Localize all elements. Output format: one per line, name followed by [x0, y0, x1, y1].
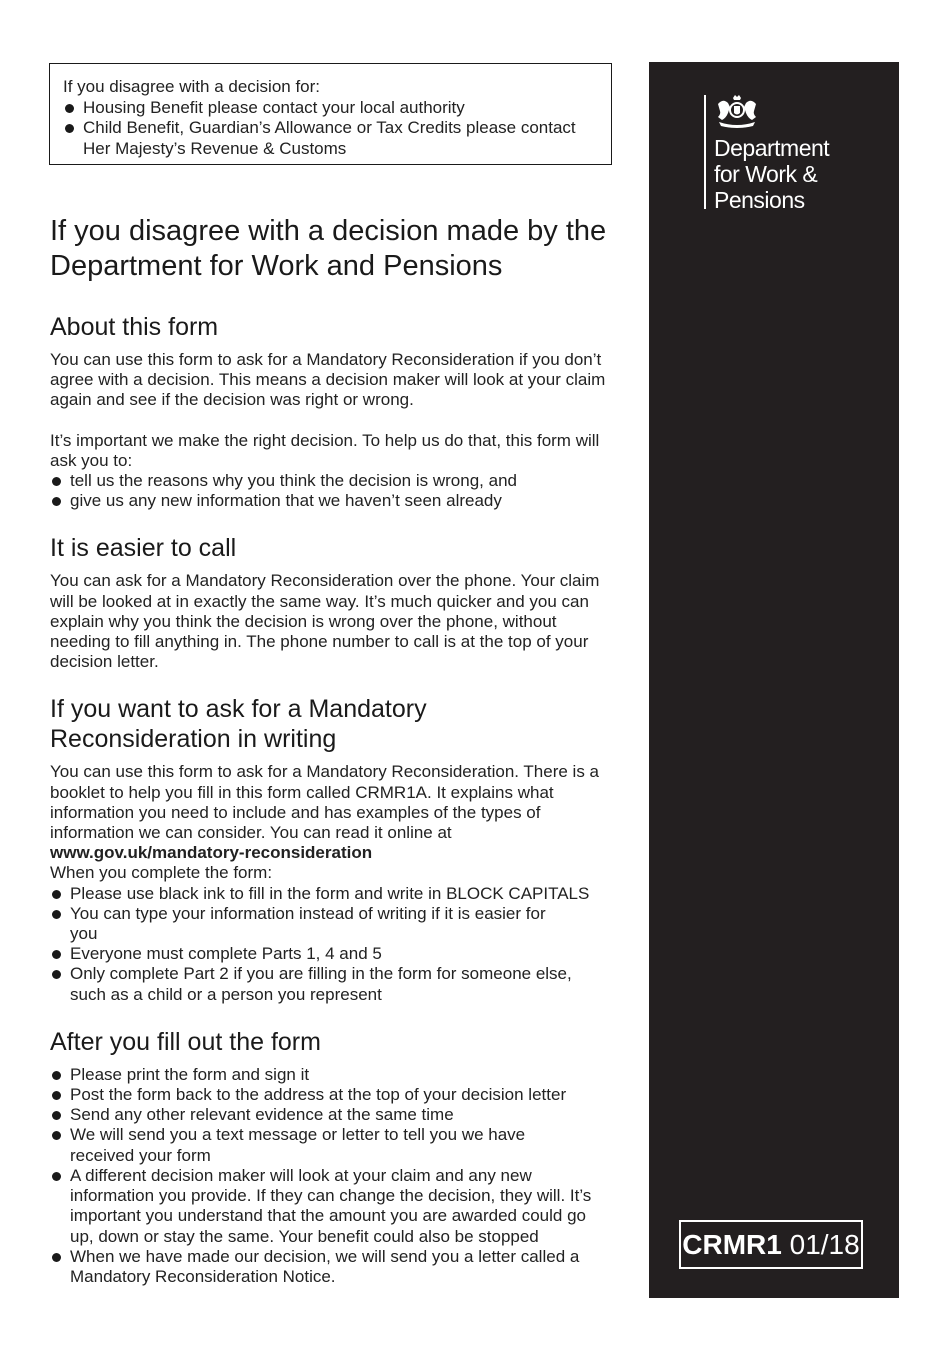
dwp-sidebar — [649, 62, 899, 1298]
brand-divider — [704, 95, 706, 209]
mandatory-reconsideration-link[interactable]: www.gov.uk/mandatory-reconsideration — [50, 843, 373, 863]
brand-line: Department — [714, 135, 830, 161]
about-paragraph-2: It’s important we make the right decision. To help us do that, this form will ask you to: — [50, 430, 600, 470]
brand-line: Pensions — [714, 187, 805, 213]
list-item: give us any new information that we haven’t seen already — [50, 491, 610, 511]
writing-paragraph-1: You can use this form to ask for a Mandatory Reconsideration. There is a booklet to help you fill in this form called CRMR1A. It explains what information you need to include and has examples of the types of information we can consider. You can read it online at — [50, 762, 600, 843]
notice-list — [63, 98, 611, 160]
list-item: We will send you a text message or letter to tell you we have received your form — [50, 1125, 560, 1165]
writing-paragraph-2: When you complete the form: — [50, 863, 273, 883]
dwp-logo-text — [714, 135, 829, 213]
about-paragraph-1: You can use this form to ask for a Mandatory Reconsideration if you don’t agree with a decision. This means a decision maker will look at your claim again and see if the decision was right or wrong. — [50, 350, 606, 410]
list-item: Child Benefit, Guardian’s Allowance or Tax Credits please contact Her Majesty’s Revenue & Customs — [63, 118, 593, 159]
list-item: Please use black ink to fill in the form and write in BLOCK CAPITALS — [50, 884, 610, 904]
list-item: Only complete Part 2 if you are filling in the form for someone else, such as a child or a person you represent — [50, 964, 606, 1004]
list-item: tell us the reasons why you think the decision is wrong, and — [50, 471, 610, 491]
list-item: When we have made our decision, we will send you a letter called a Mandatory Reconsideration Notice. — [50, 1247, 610, 1287]
royal-coat-of-arms-icon — [713, 94, 761, 130]
notice-intro: If you disagree with a decision for: — [63, 77, 321, 96]
other-benefits-notice — [49, 63, 612, 165]
page-title: If you disagree with a decision made by the Department for Work and Pensions — [50, 215, 607, 282]
call-heading: It is easier to call — [50, 534, 237, 563]
after-list — [50, 1065, 610, 1287]
about-heading: About this form — [50, 313, 219, 341]
form-code-badge — [679, 1220, 863, 1269]
list-item: Everyone must complete Parts 1, 4 and 5 — [50, 944, 610, 964]
after-heading: After you fill out the form — [50, 1027, 321, 1056]
writing-heading: If you want to ask for a Mandatory Reconsideration in writing — [50, 695, 427, 754]
list-item: Post the form back to the address at the top of your decision letter — [50, 1085, 610, 1105]
list-item: You can type your information instead of writing if it is easier for you — [50, 904, 550, 944]
form-code: CRMR1 — [682, 1229, 782, 1260]
main-content — [50, 214, 610, 1287]
brand-line: for Work & — [714, 161, 818, 187]
list-item: A different decision maker will look at your claim and any new information you provide. If they can change the decision, they will. It’s important you understand that the amount you are awarded could go up, down or stay the same. Your benefit could also be stopped — [50, 1166, 600, 1247]
list-item: Please print the form and sign it — [50, 1065, 610, 1085]
list-item: Housing Benefit please contact your local authority — [63, 98, 611, 119]
about-list — [50, 471, 610, 511]
form-date: 01/18 — [789, 1229, 860, 1260]
list-item: Send any other relevant evidence at the same time — [50, 1105, 610, 1125]
writing-list — [50, 884, 610, 1005]
call-paragraph: You can ask for a Mandatory Reconsideration over the phone. Your claim will be looked at in exactly the same way. It’s much quicker and you can explain why you think the decision is wrong over the phone, without needing to fill anything in. The phone number to call is at the top of your decision letter. — [50, 571, 600, 672]
